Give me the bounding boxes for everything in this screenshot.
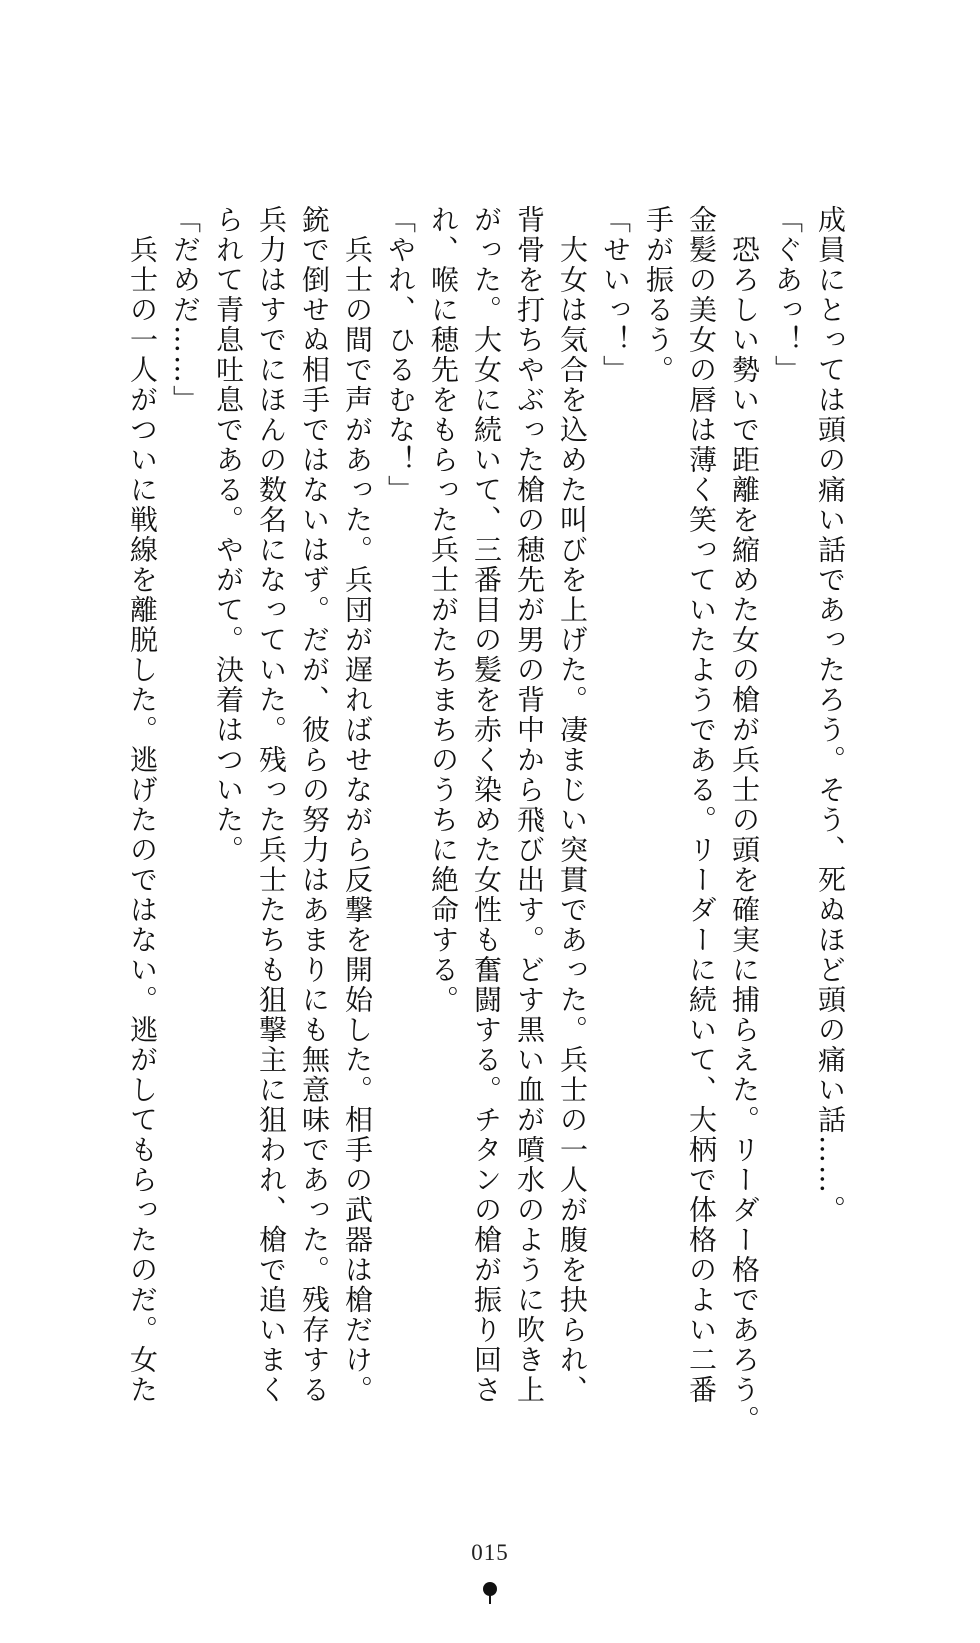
text-line: 「だめだ……」	[169, 205, 202, 415]
text-line: 銃で倒せぬ相手ではないはず。だが、彼らの努力はあまりにも無意味であった。残存する	[298, 205, 331, 1405]
text-line: 「ぐあっ！」	[771, 205, 804, 385]
text-line: 恐ろしい勢いで距離を縮めた女の槍が兵士の頭を確実に捕らえた。リーダー格であろう。	[728, 205, 761, 1435]
text-line: 成員にとっては頭の痛い話であったろう。そう、死ぬほど頭の痛い話……。	[814, 205, 847, 1225]
text-line: 兵士の一人がついに戦線を離脱した。逃げたのではない。逃がしてもらったのだ。女た	[126, 205, 159, 1405]
text-line: 兵力はすでにほんの数名になっていた。残った兵士たちも狙撃主に狙われ、槍で追いまく	[255, 205, 288, 1405]
text-line: 手が振るう。	[642, 205, 675, 385]
text-line: 兵士の間で声があった。兵団が遅ればせながら反撃を開始した。相手の武器は槍だけ。	[341, 205, 374, 1405]
text-line: 「やれ、ひるむな！」	[384, 205, 417, 505]
text-line: 金髪の美女の唇は薄く笑っていたようである。リーダーに続いて、大柄で体格のよい二番	[685, 205, 718, 1405]
body-text	[121, 205, 852, 1450]
text-line: 「せいっ！」	[599, 205, 632, 385]
page-number: 015	[471, 1540, 509, 1565]
page-marker-stem	[489, 1594, 491, 1604]
text-line: られて青息吐息である。やがて。決着はついた。	[212, 205, 245, 865]
text-line: がった。大女に続いて、三番目の髪を赤く染めた女性も奮闘する。チタンの槍が振り回さ	[470, 205, 503, 1405]
text-line: れ、喉に穂先をもらった兵士がたちまちのうちに絶命する。	[427, 205, 460, 1015]
text-line: 背骨を打ちやぶった槍の穂先が男の背中から飛び出す。どす黒い血が噴水のように吹き上	[513, 205, 546, 1405]
text-line: 大女は気合を込めた叫びを上げた。凄まじい突貫であった。兵士の一人が腹を抉られ、	[556, 205, 589, 1405]
